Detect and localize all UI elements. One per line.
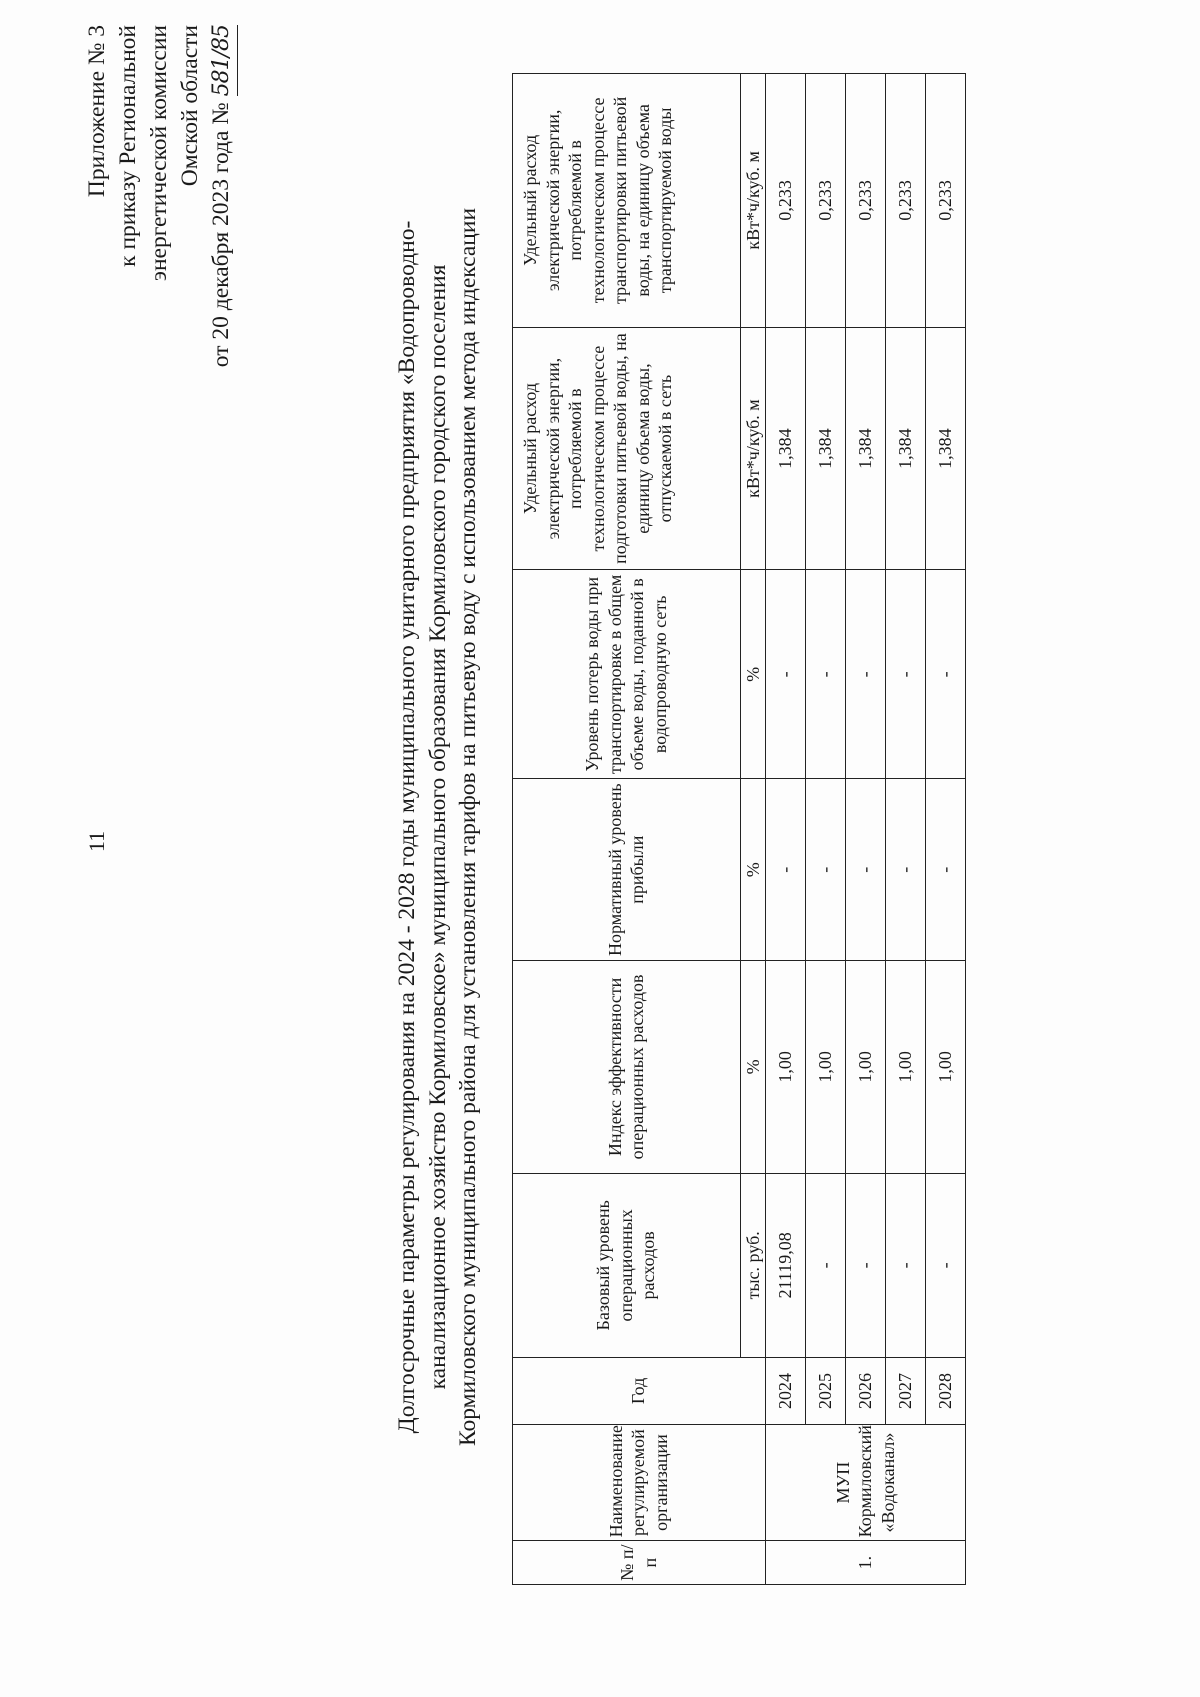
cell-energy-preparation: 1,384 bbox=[926, 327, 966, 570]
table-row bbox=[846, 74, 886, 1585]
title-line-3: Кормиловского муниципального района для установления тарифов на питьевую воду с использованием метода индексации bbox=[455, 207, 481, 1447]
table-row bbox=[886, 74, 926, 1585]
cell-efficiency-index: 1,00 bbox=[846, 961, 886, 1173]
table-row bbox=[766, 74, 806, 1585]
header-profit-level: Нормативный уровень прибыли bbox=[513, 779, 741, 961]
cell-year: 2028 bbox=[926, 1358, 966, 1425]
appendix-line-2: к приказу Региональной bbox=[115, 25, 141, 267]
document-title bbox=[392, 47, 484, 1607]
order-number-handwritten: 581/85 bbox=[206, 25, 238, 96]
parameters-table bbox=[512, 73, 966, 1585]
organization-name: МУП Кормиловский «Водоканал» bbox=[766, 1424, 966, 1541]
unit-water-loss: % bbox=[741, 570, 766, 779]
header-energy-preparation: Удельный расход электрической энергии, потребляемой в технологическом процессе подготовки питьевой воды, на единицу объема воды, отпускаемой в сеть bbox=[513, 327, 741, 570]
cell-energy-preparation: 1,384 bbox=[886, 327, 926, 570]
cell-water-loss: - bbox=[926, 570, 966, 779]
table-row bbox=[806, 74, 846, 1585]
cell-energy-transport: 0,233 bbox=[806, 74, 846, 328]
cell-profit-level: - bbox=[846, 779, 886, 961]
cell-profit-level: - bbox=[886, 779, 926, 961]
cell-water-loss: - bbox=[766, 570, 806, 779]
cell-water-loss: - bbox=[886, 570, 926, 779]
cell-base-opex: 21119,08 bbox=[766, 1173, 806, 1357]
cell-profit-level: - bbox=[926, 779, 966, 961]
table-row bbox=[926, 74, 966, 1585]
cell-efficiency-index: 1,00 bbox=[926, 961, 966, 1173]
cell-year: 2025 bbox=[806, 1358, 846, 1425]
appendix-block bbox=[82, 25, 238, 367]
cell-base-opex: - bbox=[926, 1173, 966, 1357]
appendix-line-4: Омской области bbox=[177, 25, 203, 187]
unit-energy-preparation: кВт*ч/куб. м bbox=[741, 327, 766, 570]
cell-energy-preparation: 1,384 bbox=[766, 327, 806, 570]
cell-energy-transport: 0,233 bbox=[926, 74, 966, 328]
row-number: 1. bbox=[766, 1541, 966, 1585]
cell-water-loss: - bbox=[806, 570, 846, 779]
appendix-line-5 bbox=[206, 25, 238, 367]
cell-year: 2024 bbox=[766, 1358, 806, 1425]
cell-energy-transport: 0,233 bbox=[766, 74, 806, 328]
order-date: от 20 декабря 2023 года № bbox=[208, 102, 234, 368]
cell-water-loss: - bbox=[846, 570, 886, 779]
appendix-line-1: Приложение № 3 bbox=[84, 25, 110, 198]
header-energy-transport: Удельный расход электрической энергии, потребляемой в технологическом процессе транспортировки питьевой воды, на единицу объема транспортируемой воды bbox=[513, 74, 741, 328]
cell-efficiency-index: 1,00 bbox=[886, 961, 926, 1173]
cell-efficiency-index: 1,00 bbox=[806, 961, 846, 1173]
cell-energy-preparation: 1,384 bbox=[846, 327, 886, 570]
appendix-line-3: энергетической комиссии bbox=[146, 25, 172, 282]
unit-profit-level: % bbox=[741, 779, 766, 961]
cell-efficiency-index: 1,00 bbox=[766, 961, 806, 1173]
cell-base-opex: - bbox=[806, 1173, 846, 1357]
cell-energy-preparation: 1,384 bbox=[806, 327, 846, 570]
header-water-loss: Уровень потерь воды при транспортировке в общем объеме воды, поданной в водопроводную сеть bbox=[513, 570, 741, 779]
header-efficiency-index: Индекс эффективности операционных расходов bbox=[513, 961, 741, 1173]
cell-profit-level: - bbox=[766, 779, 806, 961]
header-base-opex: Базовый уровень операционных расходов bbox=[513, 1173, 741, 1357]
cell-year: 2026 bbox=[846, 1358, 886, 1425]
cell-energy-transport: 0,233 bbox=[886, 74, 926, 328]
page-number: 11 bbox=[84, 830, 109, 852]
cell-energy-transport: 0,233 bbox=[846, 74, 886, 328]
unit-efficiency-index: % bbox=[741, 961, 766, 1173]
header-year: Год bbox=[513, 1358, 766, 1425]
header-organization: Наименование регулируемой организации bbox=[513, 1424, 766, 1541]
cell-base-opex: - bbox=[886, 1173, 926, 1357]
unit-base-opex: тыс. руб. bbox=[741, 1173, 766, 1357]
unit-energy-transport: кВт*ч/куб. м bbox=[741, 74, 766, 328]
title-line-2: канализационное хозяйство Кормиловское» муниципального образования Кормиловского городского поселения bbox=[424, 264, 451, 1390]
cell-year: 2027 bbox=[886, 1358, 926, 1425]
title-line-1: Долгосрочные параметры регулирования на 2024 - 2028 годы муниципального унитарного предприятия «Водопроводно- bbox=[394, 220, 420, 1434]
header-row bbox=[513, 74, 741, 1585]
cell-base-opex: - bbox=[846, 1173, 886, 1357]
header-num: № п/п bbox=[513, 1541, 766, 1585]
cell-profit-level: - bbox=[806, 779, 846, 961]
